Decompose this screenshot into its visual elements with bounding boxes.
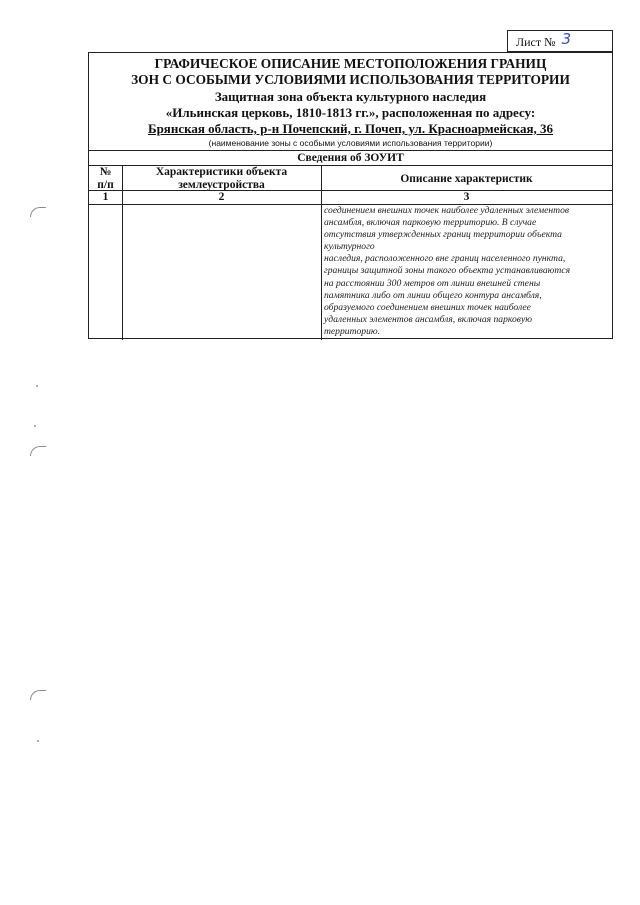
section-title: Сведения об ЗОУИТ [297, 152, 404, 164]
column-number-1: 1 [102, 191, 109, 203]
title-line-1: ГРАФИЧЕСКОЕ ОПИСАНИЕ МЕСТОПОЛОЖЕНИЯ ГРАНИЦ [154, 56, 547, 71]
address-text: Брянская область, р-н Почепский, г. Почеп, ул. Красноармейская, 36 [147, 121, 554, 136]
sheet-number: 3 [561, 30, 572, 48]
column-number-3: 3 [463, 191, 470, 203]
subtitle-line-1: Защитная зона объекта культурного наследия [214, 89, 487, 104]
sheet-number-box [507, 30, 613, 52]
punch-hole-mark [30, 207, 46, 217]
punch-hole-mark [30, 690, 46, 700]
column-header-number: № п/п [97, 166, 114, 191]
column-number-2: 2 [218, 191, 225, 203]
column-header-characteristics: Характеристики объекта землеустройства [155, 166, 288, 191]
description-cell-text: соединением внешних точек наиболее удаленных элементов ансамбля, включая парковую территорию. В случае отсутствия утвержденных границ территории объекта культурного наследия, расположенного вне границ населенного пункта, границы защитной зоны такого объекта устанавливаются на расстоянии 300 метров от линии внешней стены памятника либо от линии общего контура ансамбля, образуемого соединением внешних точек наиболее удаленных элементов ансамбля, включая парковую территорию. [324, 205, 571, 337]
scan-speck [34, 425, 36, 427]
scan-speck [37, 740, 39, 742]
scan-speck [36, 385, 38, 387]
title-line-2: ЗОН С ОСОБЫМИ УСЛОВИЯМИ ИСПОЛЬЗОВАНИЯ ТЕРРИТОРИИ [131, 72, 570, 87]
subtitle-line-2: «Ильинская церковь, 1810-1813 гг.», расположенная по адресу: [165, 105, 536, 120]
punch-hole-mark [30, 446, 46, 456]
column-header-description: Описание характеристик [400, 173, 533, 185]
header-divider [89, 150, 612, 151]
sheet-label: Лист № [516, 35, 556, 49]
zone-name-note: (наименование зоны с особыми условиями использования территории) [208, 138, 493, 148]
address-line [89, 121, 612, 137]
